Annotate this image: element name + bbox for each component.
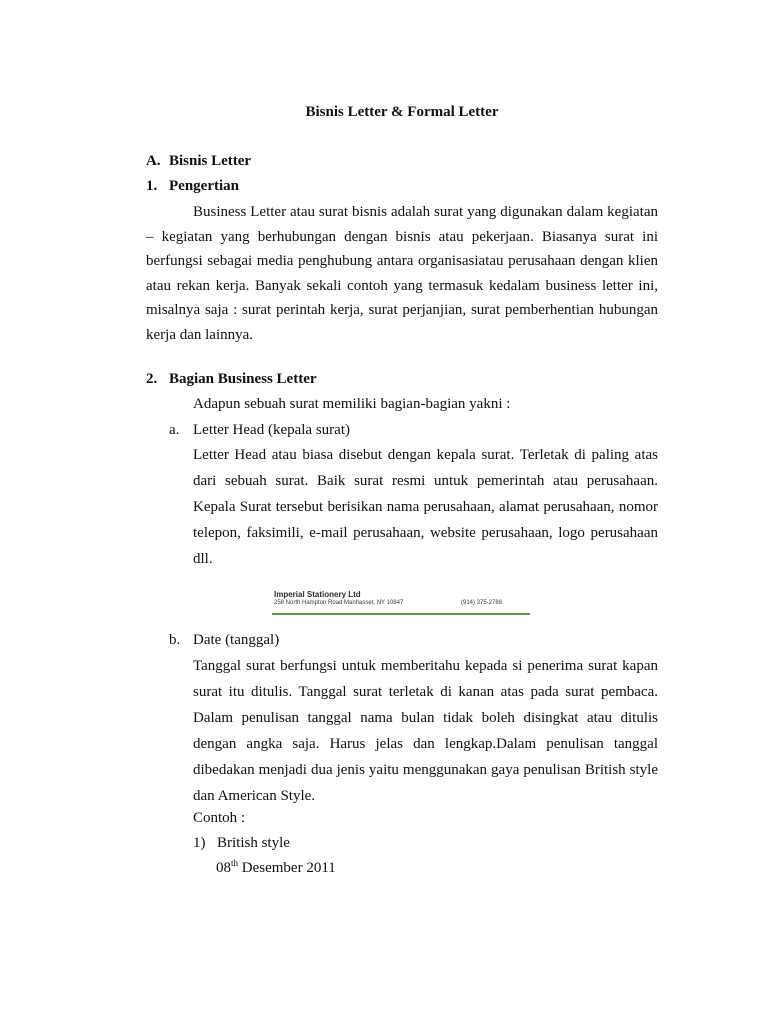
- section-1-label: Pengertian: [169, 178, 239, 194]
- example-1-date: [216, 860, 336, 877]
- section-a-heading: [146, 153, 251, 170]
- pengertian-paragraph: Business Letter atau surat bisnis adalah surat yang digunakan dalam kegiatan – kegiatan yang berhubungan dengan bisnis atau pekerjaan. Biasanya surat ini berfungsi sebagai media penghubung antara organisasiatau perusahaan dengan klien atau rekan kerja. Banyak sekali contoh yang termasuk kedalam business letter ini, misalnya saja : surat perintah kerja, surat perjanjian, surat pemberhentian hubungan kerja dan lainnya.: [146, 204, 658, 343]
- section-2-heading: [146, 371, 317, 388]
- section-a-label: Bisnis Letter: [169, 153, 252, 169]
- example-1-heading: [193, 835, 290, 852]
- item-b-paragraph: Tanggal surat berfungsi untuk memberitahu kepada si penerima surat kapan surat itu ditulis. Tanggal surat terletak di kanan atas pada surat pembaca. Dalam penulisan tanggal nama bulan tidak boleh disingkat atau ditulis dengan angka saja. Harus jelas dan lengkap.Dalam penulisan tanggal dibedakan menjadi dua jenis yaitu menggunakan gaya penulisan British style dan American Style.: [193, 658, 658, 804]
- letterhead-company: Imperial Stationery Ltd: [274, 590, 361, 599]
- example-1-suffix: th: [231, 858, 239, 868]
- example-1-rest: Desember 2011: [238, 860, 336, 876]
- item-a-marker: a.: [169, 422, 180, 438]
- section-2-label: Bagian Business Letter: [169, 371, 317, 387]
- letterhead-example-image: [272, 586, 530, 619]
- section-2-marker: 2.: [146, 371, 158, 387]
- example-1-label: British style: [217, 835, 290, 851]
- item-a-paragraph: Letter Head atau biasa disebut dengan kepala surat. Terletak di paling atas dari sebuah surat. Baik surat resmi untuk pemerintah atau perusahaan. Kepala Surat tersebut berisikan nama perusahaan, alamat perusahaan, nomor telepon, faksimili, e-mail perusahaan, website perusahaan, logo perusahaan dll.: [193, 447, 658, 567]
- letterhead-phone: (914) 375-2788: [461, 600, 503, 606]
- letterhead-rule: [272, 613, 530, 615]
- item-a-heading: [169, 422, 350, 439]
- bagian-intro: Adapun sebuah surat memiliki bagian-bagian yakni :: [193, 396, 511, 412]
- contoh-label: Contoh :: [193, 810, 246, 826]
- item-a-label: Letter Head (kepala surat): [193, 422, 350, 438]
- item-b-marker: b.: [169, 632, 181, 648]
- letterhead-address: 258 North Hampton Road Manhasset, NY 10847: [274, 600, 404, 606]
- document-title: Bisnis Letter & Formal Letter: [305, 104, 499, 120]
- example-1-day: 08: [216, 860, 231, 876]
- section-1-heading: [146, 178, 239, 195]
- item-b-heading: [169, 632, 279, 649]
- example-1-marker: 1): [193, 835, 206, 851]
- section-a-marker: A.: [146, 153, 161, 169]
- item-b-label: Date (tanggal): [193, 632, 280, 648]
- section-1-marker: 1.: [146, 178, 158, 194]
